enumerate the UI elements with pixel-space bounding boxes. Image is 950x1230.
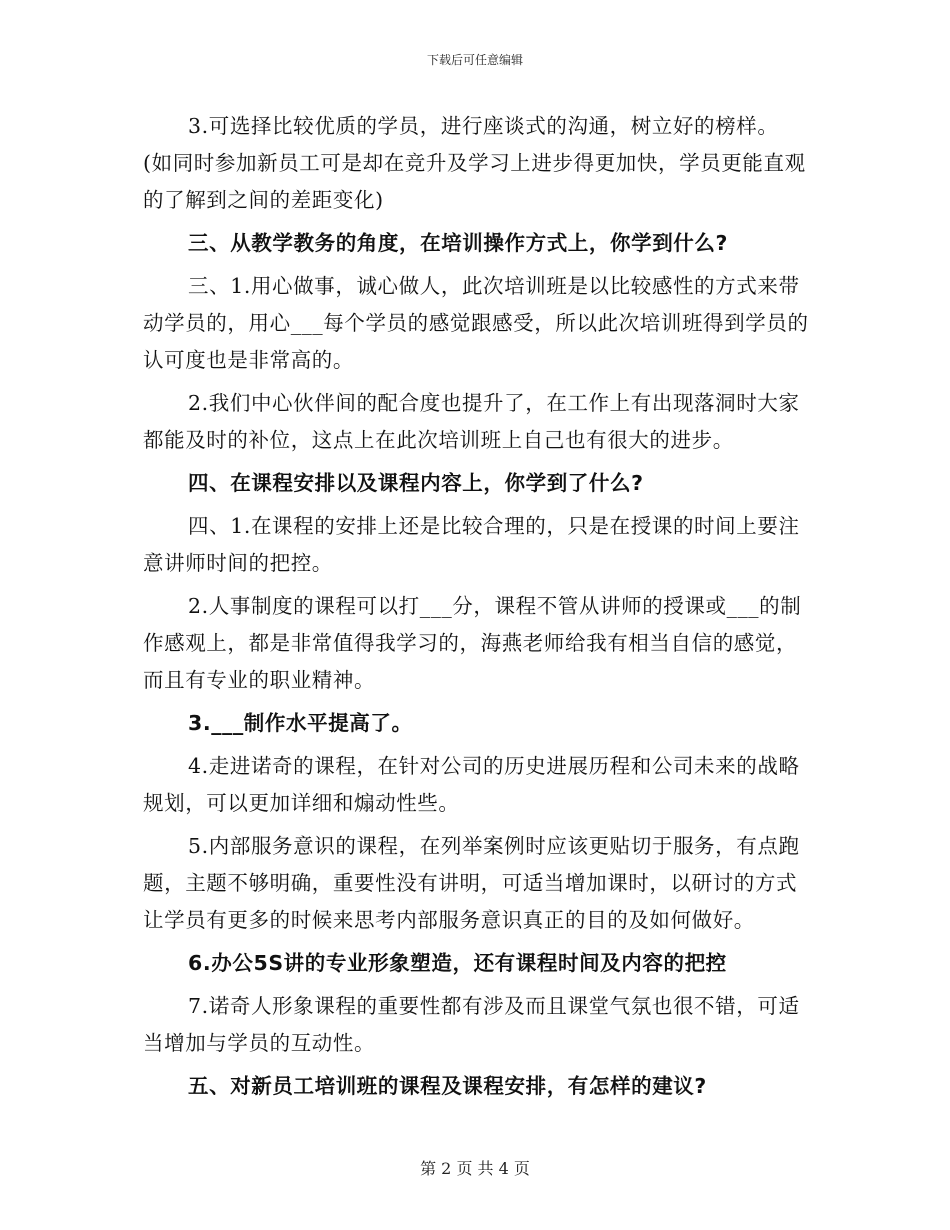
section-heading-5: 五、对新员工培训班的课程及课程安排，有怎样的建议? xyxy=(188,1074,707,1098)
section-heading-4: 四、在课程安排以及课程内容上，你学到了什么? xyxy=(188,471,644,495)
paragraph-section3-item-1: 三、1.用心做事，诚心做人，此次培训班是以比较感性的方式来带动学员的，用心___每个学员的感觉跟感受，所以此次培训班得到学员的认可度也是非常高的。 xyxy=(143,274,809,372)
page-footer: 第 2 页 共 4 页 xyxy=(420,1159,530,1178)
section-heading-3: 三、从教学教务的角度，在培训操作方式上，你学到什么? xyxy=(188,231,728,255)
paragraph-item-3: 3.可选择比较优质的学员，进行座谈式的沟通，树立好的榜样。 xyxy=(188,114,779,138)
paragraph-section4-item-3: 3.___制作水平提高了。 xyxy=(188,711,413,735)
paragraph-note: (如同时参加新员工可是却在竞升及学习上进步得更加快，学员更能直观的了解到之间的差距变化) xyxy=(143,151,806,212)
paragraph-section4-item-4: 4.走进诺奇的课程，在针对公司的历史进展历程和公司未来的战略规划，可以更加详细和煽动性些。 xyxy=(143,754,800,815)
paragraph-section4-item-1: 四、1.在课程的安排上还是比较合理的，只是在授课的时间上要注意讲师时间的把控。 xyxy=(143,514,800,575)
paragraph-section4-item-5: 5.内部服务意识的课程，在列举案例时应该更贴切于服务，有点跑题，主题不够明确，重要性没有讲明，可适当增加课时，以研讨的方式让学员有更多的时候来思考内部服务意识真正的目的及如何做好。 xyxy=(143,834,800,932)
page-header: 下载后可任意编辑 xyxy=(426,53,523,67)
paragraph-section4-item-7: 7.诺奇人形象课程的重要性都有涉及而且课堂气氛也很不错，可适当增加与学员的互动性。 xyxy=(143,994,800,1055)
document-body xyxy=(143,108,813,1105)
paragraph-section4-item-2: 2.人事制度的课程可以打___分，课程不管从讲师的授课或___的制作感观上，都是非常值得我学习的，海燕老师给我有相当自信的感觉，而且有专业的职业精神。 xyxy=(143,594,802,692)
paragraph-section3-item-2: 2.我们中心伙伴间的配合度也提升了，在工作上有出现落洞时大家都能及时的补位，这点上在此次培训班上自己也有很大的进步。 xyxy=(143,391,800,452)
paragraph-section4-item-6: 6.办公5S讲的专业形象塑造，还有课程时间及内容的把控 xyxy=(188,951,727,975)
